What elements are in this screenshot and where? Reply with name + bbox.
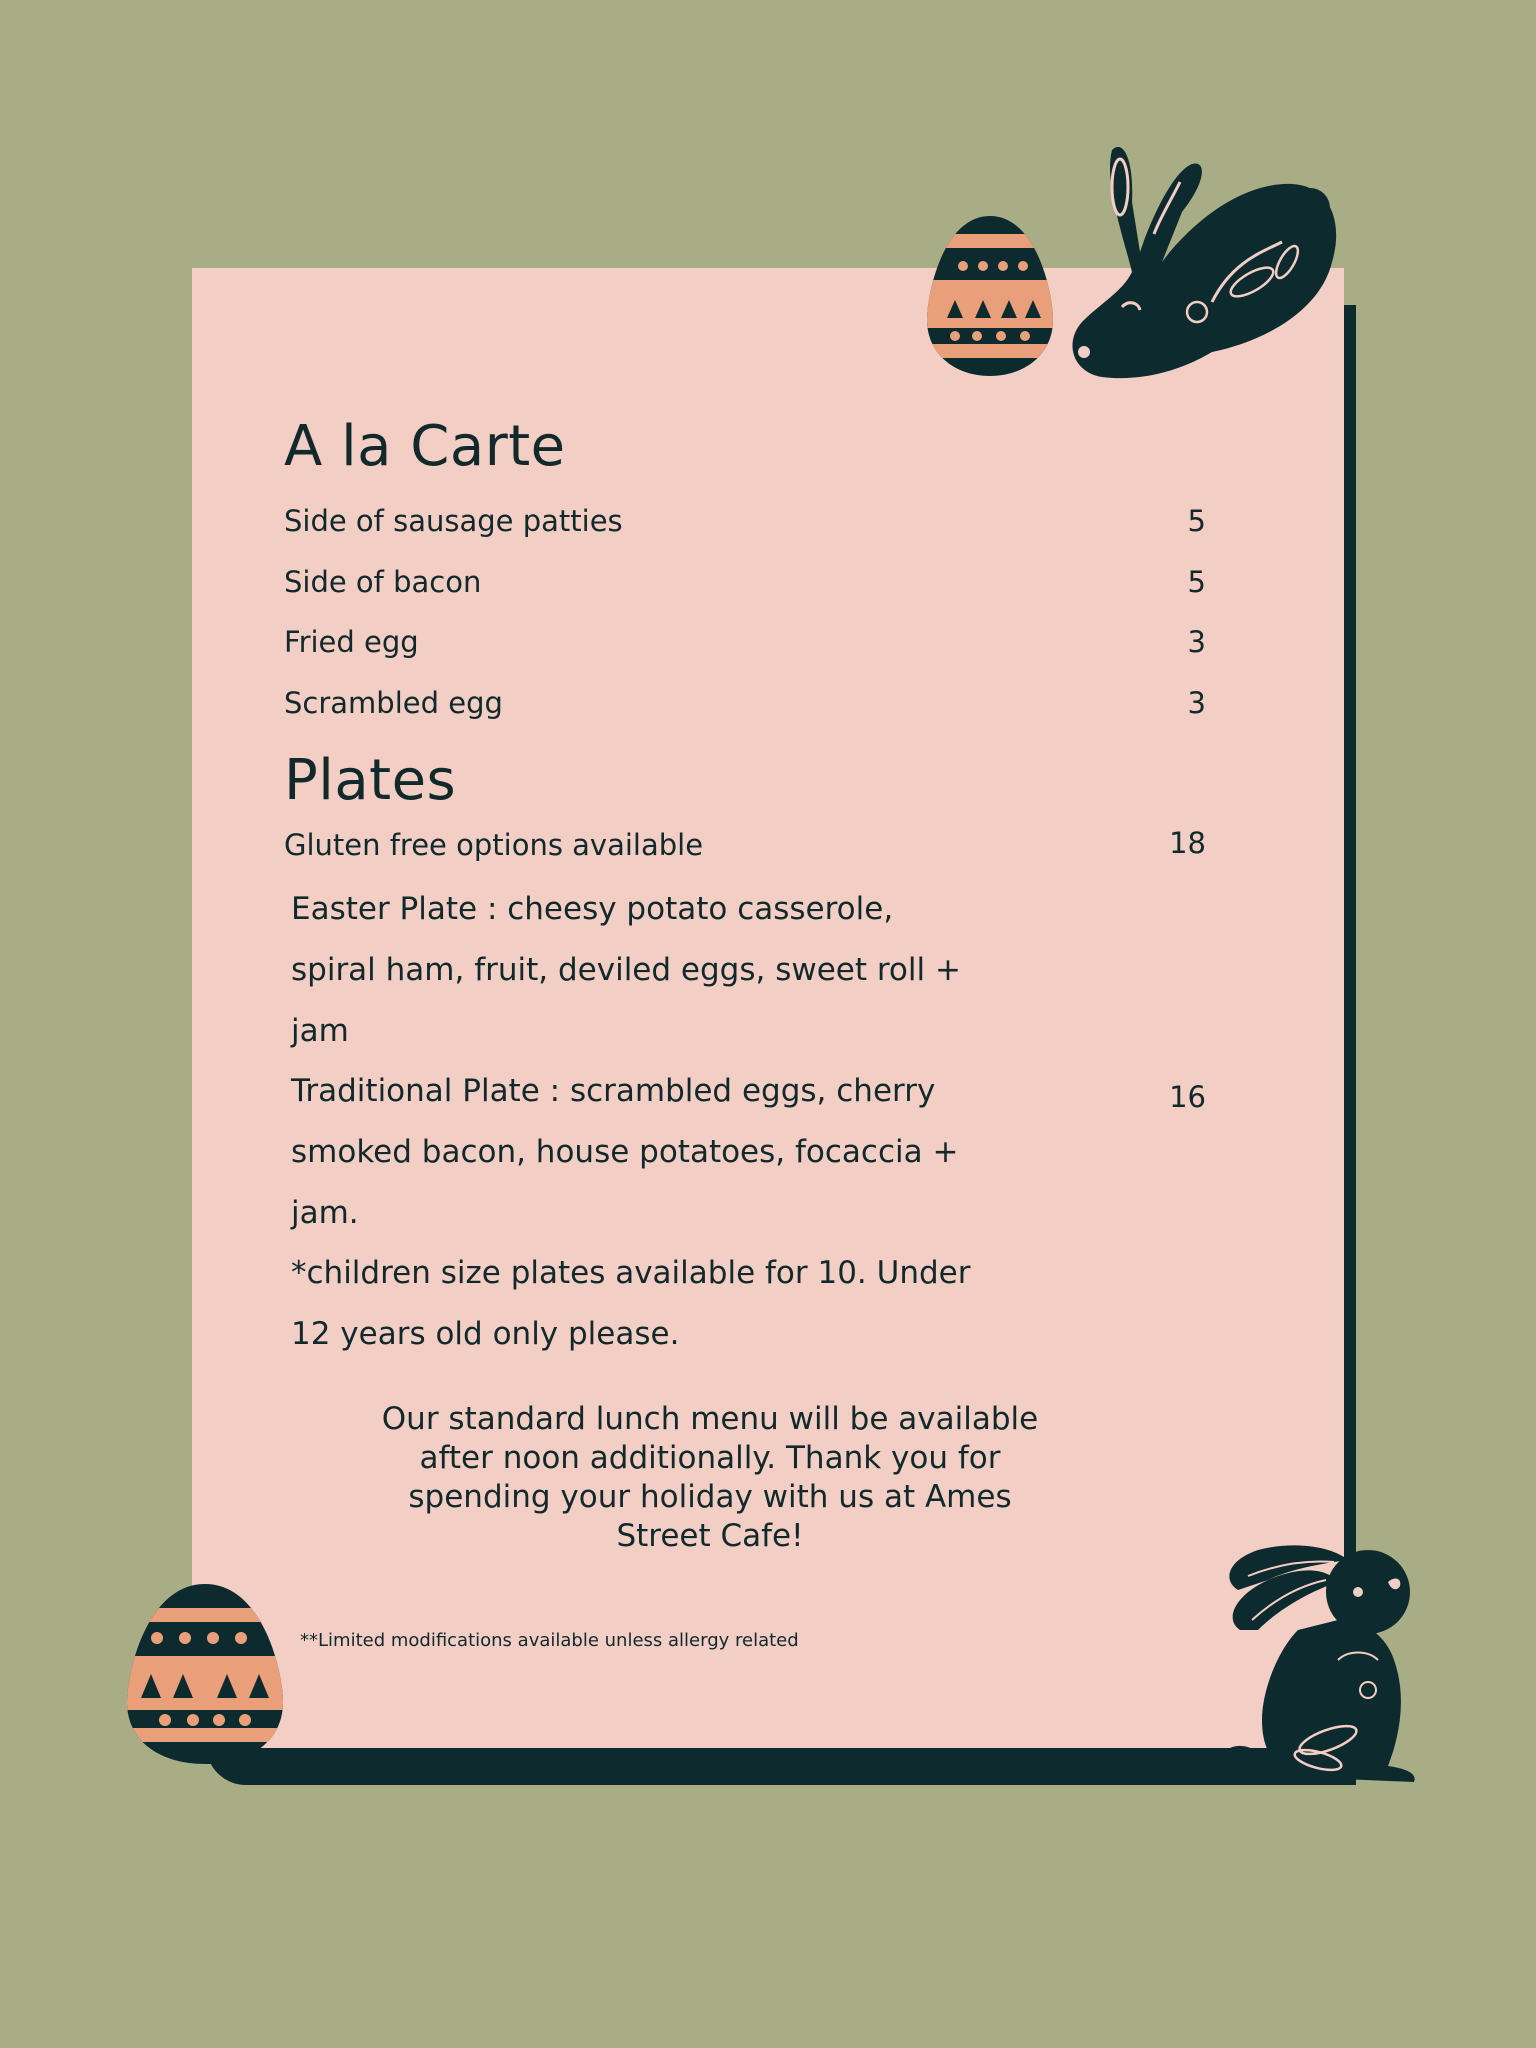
- menu-item-name: Scrambled egg: [284, 686, 503, 720]
- section-title-plates: Plates: [284, 748, 457, 813]
- easter-plate-line: spiral ham, fruit, deviled eggs, sweet roll +: [291, 952, 961, 988]
- easter-egg-icon: [125, 1582, 285, 1766]
- traditional-plate-price: 16: [1169, 1080, 1206, 1114]
- rabbit-icon: [1062, 142, 1342, 382]
- rabbit-icon: [1218, 1520, 1418, 1784]
- traditional-plate-line: smoked bacon, house potatoes, focaccia +: [291, 1134, 959, 1170]
- closing-note: Our standard lunch menu will be available after noon additionally. Thank you for spending your holiday with us at Ames Street Cafe!: [381, 1401, 1039, 1554]
- menu-item-price: 3: [1187, 625, 1206, 659]
- menu-item-price: 5: [1187, 565, 1206, 599]
- traditional-plate-line: jam.: [291, 1195, 359, 1231]
- menu-item-price: 5: [1187, 504, 1206, 538]
- menu-item-name: Side of bacon: [284, 565, 482, 599]
- menu-item-price: 3: [1187, 686, 1206, 720]
- easter-plate-line: jam: [291, 1013, 349, 1049]
- menu-item-name: Side of sausage patties: [284, 504, 623, 538]
- children-note-line: *children size plates available for 10. Under: [291, 1255, 971, 1291]
- menu-item-name: Fried egg: [284, 625, 419, 659]
- plates-subtitle: Gluten free options available: [284, 828, 704, 862]
- plates-price: 18: [1169, 826, 1206, 860]
- easter-egg-icon: [925, 214, 1055, 378]
- easter-plate-line: Easter Plate : cheesy potato casserole,: [291, 891, 894, 927]
- children-note-line: 12 years old only please.: [291, 1316, 680, 1352]
- traditional-plate-line: Traditional Plate : scrambled eggs, cherry: [291, 1073, 936, 1109]
- section-title-a-la-carte: A la Carte: [284, 414, 566, 479]
- fine-print: **Limited modifications available unless allergy related: [300, 1630, 799, 1651]
